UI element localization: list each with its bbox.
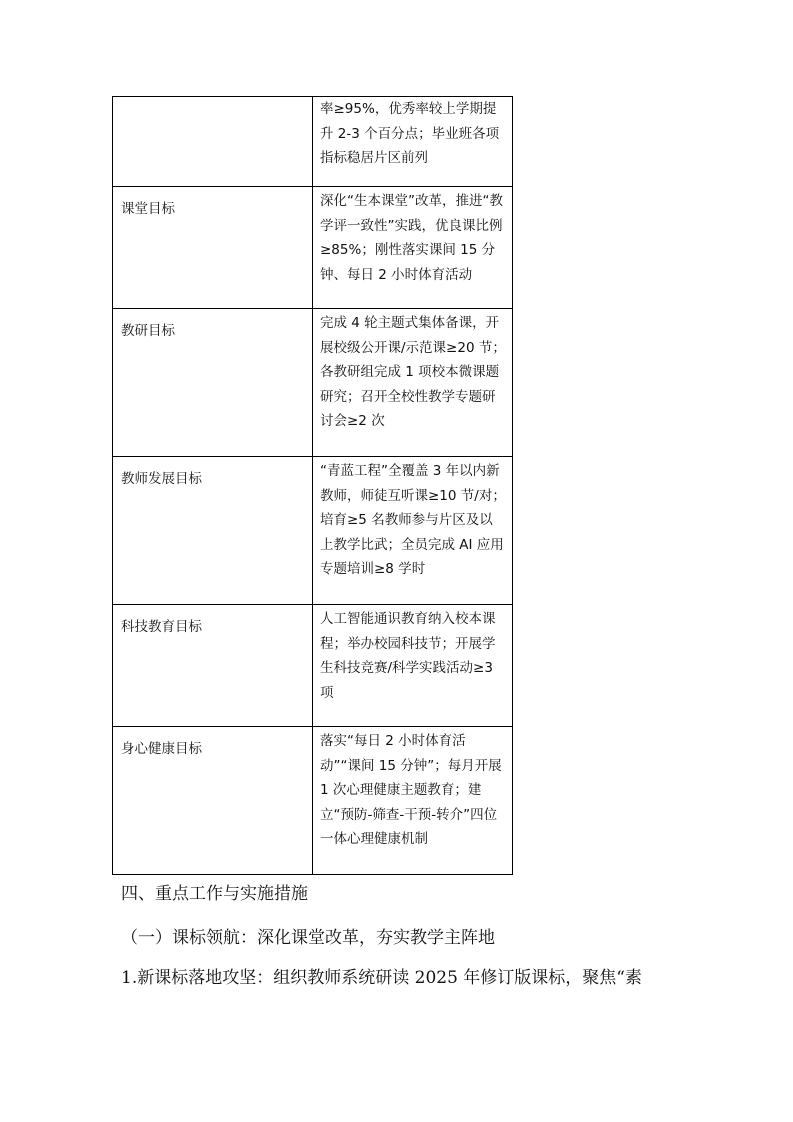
goal-label: 科技教育目标 (121, 619, 202, 635)
section-heading: 四、重点工作与实施措施 (121, 884, 308, 904)
goal-label: 课堂目标 (121, 201, 175, 217)
goal-label: 身心健康目标 (121, 741, 202, 757)
table-row (113, 727, 513, 875)
goal-content-cell (313, 187, 513, 309)
goal-label: 教研目标 (121, 323, 175, 339)
goal-label: 教师发展目标 (121, 471, 202, 487)
goals-table (112, 96, 513, 875)
subsection-heading: （一）课标领航：深化课堂改革，夯实教学主阵地 (121, 928, 495, 948)
goal-label-cell (113, 605, 313, 727)
goal-content-cell (313, 457, 513, 605)
paragraph-text: 1.新课标落地攻坚：组织教师系统研读 2025 年修订版课标，聚焦“素 (121, 968, 642, 988)
goal-content-cell (313, 309, 513, 457)
goal-label-cell (113, 187, 313, 309)
table-row (113, 309, 513, 457)
goal-content-cell (313, 727, 513, 875)
table-row (113, 97, 513, 187)
goal-content: 率≥95%，优秀率较上学期提升 2-3 个百分点；毕业班各项指标稳居片区前列 (320, 101, 500, 167)
goal-content: “青蓝工程”全覆盖 3 年以内新教师，师徒互听课≥10 节/对；培育≥5 名教师参与片区及以上教学比武；全员完成 AI 应用专题培训≥8 学时 (320, 463, 506, 578)
goal-label-cell (113, 97, 313, 187)
goal-content-cell (313, 605, 513, 727)
goal-content: 落实“每日 2 小时体育活动”“课间 15 分钟”；每月开展 1 次心理健康主题教育；建立“预防-筛查-干预-转介”四位一体心理健康机制 (320, 733, 502, 848)
goal-content: 深化“生本课堂”改革，推进“教学评一致性”实践，优良课比例≥85%；刚性落实课间 15 分钟、每日 2 小时体育活动 (320, 193, 503, 283)
goal-content-cell (313, 97, 513, 187)
goal-content: 人工智能通识教育纳入校本课程；举办校园科技节；开展学生科技竞赛/科学实践活动≥3 项 (320, 611, 496, 701)
goal-content: 完成 4 轮主题式集体备课，开展校级公开课/示范课≥20 节；各教研组完成 1 项校本微课题研究；召开全校性教学专题研讨会≥2 次 (320, 315, 506, 430)
goal-label-cell (113, 457, 313, 605)
table-row (113, 457, 513, 605)
goal-label-cell (113, 727, 313, 875)
table-row (113, 187, 513, 309)
table-row (113, 605, 513, 727)
goal-label-cell (113, 309, 313, 457)
